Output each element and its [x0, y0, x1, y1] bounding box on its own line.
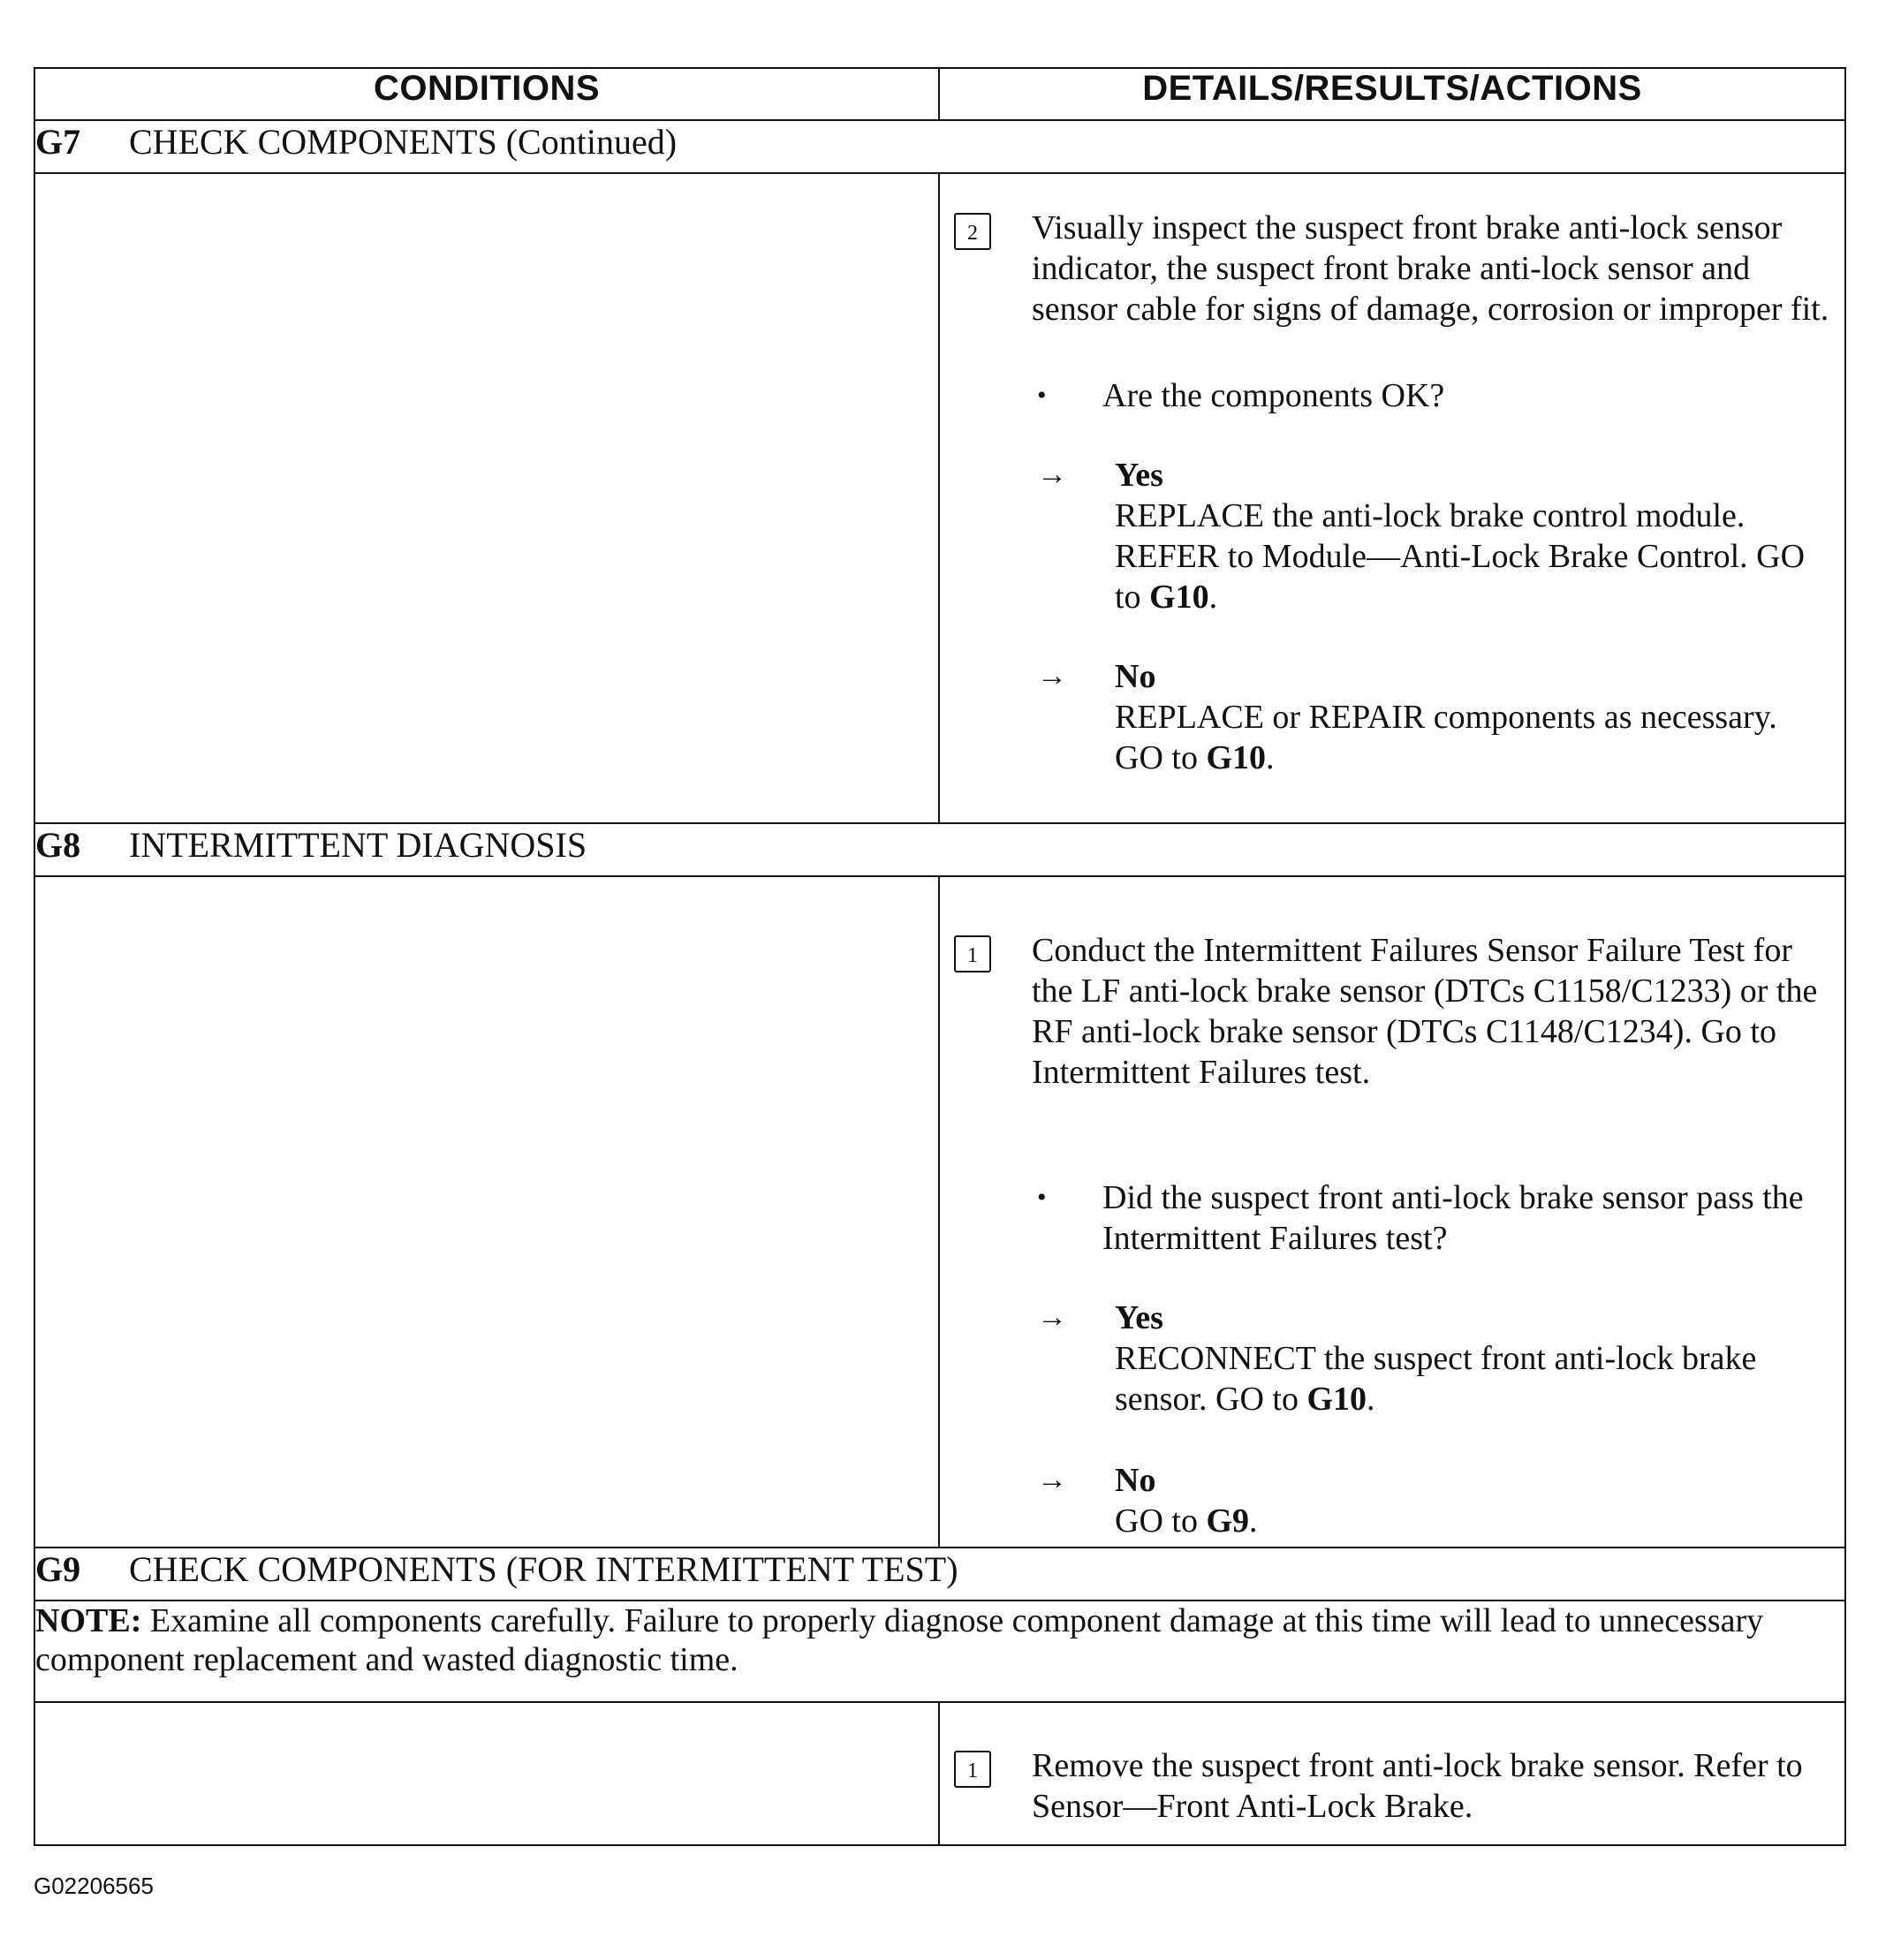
step-row-g7 [34, 173, 1845, 823]
step-instruction: Remove the suspect front anti-lock brake sensor. Refer to Sensor—Front Anti-Lock Brake. [1032, 1747, 1803, 1825]
details-cell: 1 Conduct the Intermittent Failures Sensor Failure Test for the LF anti-lock brake sensor (DTCs C1158/C1233) or the RF anti-lock brake sensor (DTCs C1148/C1234). Go to Intermittent Failures test. • Did the suspect front anti-lock brake sensor pass the Intermittent Failures test? → Yes RECONNECT the suspect front anti-lock brake sensor. GO to G10. → No GO to G9. [939, 876, 1845, 1548]
step-number-box-icon: 1 [954, 1751, 991, 1788]
figure-code: G02206565 [34, 1873, 154, 1899]
conditions-header: CONDITIONS [34, 68, 939, 120]
conditions-cell [34, 173, 939, 823]
note-text: Examine all components carefully. Failure to properly diagnose component damage at this time will lead to unnecessary component replacement and wasted diagnostic time. [35, 1602, 1764, 1678]
goto-link[interactable]: G10 [1206, 739, 1267, 776]
note-cell [34, 1601, 1845, 1702]
right-arrow-icon: → [1037, 1464, 1067, 1496]
no-label: No [1115, 658, 1156, 695]
bullet-icon: • [1037, 1183, 1047, 1212]
step-number-box-icon: 1 [954, 935, 991, 972]
bullet-icon: • [1037, 381, 1047, 410]
section-id: G7 [35, 122, 81, 162]
step-instruction: Visually inspect the suspect front brake anti-lock sensor indicator, the suspect front brake anti-lock sensor and sensor cable for signs of damage, corrosion or improper fit. [1032, 209, 1829, 328]
right-arrow-icon: → [1037, 660, 1067, 692]
section-title: INTERMITTENT DIAGNOSIS [129, 825, 587, 865]
section-title-g9 [34, 1548, 1845, 1601]
goto-link[interactable]: G10 [1149, 579, 1209, 616]
yes-label: Yes [1115, 457, 1163, 494]
no-action: REPLACE or REPAIR components as necessary. GO to [1115, 699, 1777, 776]
yes-action: RECONNECT the suspect front anti-lock brake sensor. GO to [1115, 1340, 1757, 1418]
goto-link[interactable]: G10 [1306, 1381, 1367, 1418]
details-header: DETAILS/RESULTS/ACTIONS [939, 68, 1845, 120]
question-text: Are the components OK? [1102, 377, 1445, 414]
details-cell: 2 Visually inspect the suspect front brake anti-lock sensor indicator, the suspect front brake anti-lock sensor and sensor cable for signs of damage, corrosion or improper fit. • Are the components OK? → Yes REPLACE the anti-lock brake control module. REFER to Module—Anti-Lock Brake Control. GO to G10. → No REPLACE or REPAIR components as necessary. GO to G10. [939, 173, 1845, 823]
conditions-cell [34, 1702, 939, 1845]
section-title-g7 [34, 120, 1845, 173]
section-row-g8 [34, 823, 1845, 876]
section-row-g7 [34, 120, 1845, 173]
question-text: Did the suspect front anti-lock brake sensor pass the Intermittent Failures test? [1102, 1179, 1804, 1257]
right-arrow-icon: → [1037, 458, 1067, 491]
note-label: NOTE: [35, 1602, 142, 1639]
section-title: CHECK COMPONENTS (Continued) [129, 122, 678, 162]
diagnostic-table [34, 67, 1846, 1846]
note-row-g9 [34, 1601, 1845, 1702]
yes-action: REPLACE the anti-lock brake control module. REFER to Module—Anti-Lock Brake Control. GO to [1115, 497, 1806, 616]
section-title: CHECK COMPONENTS (FOR INTERMITTENT TEST) [129, 1549, 958, 1589]
no-label: No [1115, 1462, 1156, 1499]
step-row-g8 [34, 876, 1845, 1548]
details-cell [939, 1702, 1845, 1845]
no-action: GO to [1115, 1502, 1198, 1540]
goto-link[interactable]: G9 [1206, 1502, 1250, 1540]
right-arrow-icon: → [1037, 1301, 1067, 1334]
yes-label: Yes [1115, 1299, 1163, 1336]
table-header-row [34, 68, 1845, 120]
section-id: G9 [35, 1549, 81, 1589]
section-id: G8 [35, 825, 81, 865]
step-row-g9 [34, 1702, 1845, 1845]
conditions-cell [34, 876, 939, 1548]
step-number-box-icon: 2 [954, 213, 991, 250]
section-title-g8 [34, 823, 1845, 876]
section-row-g9 [34, 1548, 1845, 1601]
step-instruction: Conduct the Intermittent Failures Sensor Failure Test for the LF anti-lock brake sensor (DTCs C1158/C1233) or the RF anti-lock brake sensor (DTCs C1148/C1234). Go to Intermittent Failures test. [1032, 932, 1818, 1091]
